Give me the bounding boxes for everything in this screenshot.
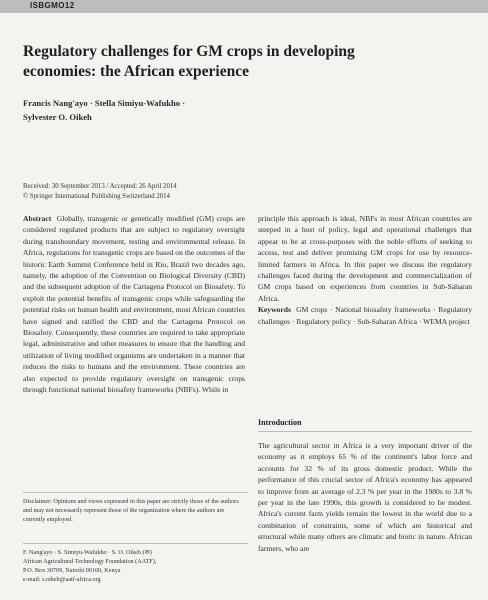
author-list bbox=[23, 96, 323, 124]
paper-title bbox=[23, 42, 463, 82]
disclaimer-note bbox=[23, 497, 248, 524]
authors-line-2: Sylvester O. Oikeh bbox=[23, 112, 92, 122]
affiliation-line-1: F. Nang'ayo · S. Simiyu-Wafukho · S. O. Oikeh (✉) bbox=[23, 549, 152, 556]
intro-divider bbox=[258, 431, 472, 432]
title-line-1: Regulatory challenges for GM crops in developing bbox=[23, 43, 355, 60]
journal-tag: ISBGMO12 bbox=[30, 1, 75, 10]
keywords-paragraph bbox=[258, 304, 472, 327]
introduction-text: The agricultural sector in Africa is a very important driver of the economy as it employs 65 % of the continent's labor force and accounts for 32 % of its gross domestic product. While the performance of this crucial sector of Africa's economy has appeared to improve from an average of 2.3 % per year in the 1980s to 3.8 % per year in the late 1990s, this growth is considered to be modest. Africa's current farm yields remain the lowest in the world due to a combination of constraints, some of which are historical and structural while many others are climatic and biotic in nature. African farmers, who are bbox=[258, 441, 472, 553]
copyright-notice: © Springer International Publishing Switzerland 2014 bbox=[23, 193, 170, 200]
footnote-divider bbox=[23, 492, 248, 493]
authors-line-1: Francis Nang'ayo · Stella Simiyu-Wafukho · bbox=[23, 98, 186, 108]
introduction-heading: Introduction bbox=[258, 418, 302, 427]
abstract-text: Globally, transgenic or genetically modified (GM) crops are considered regulated products that are subject to regulatory oversight during transboundary movement, testing and environmental release. In Africa, regulations for transgenic crops are based on the outcomes of the historic Earth Summit Conference held in Rio, Brazil two decades ago, namely, the adoption of the Convention on Biological Diversity (CBD) and the subsequent adoption of the Cartagena Protocol on Biosafety. To exploit the potential benefits of transgenic crops while safeguarding the potential risks on human health and environment, most African countries have signed and ratified the CBD and the Cartagena Protocol on Biosafety. Consequently, these countries are required to take appropriate legal, administrative and other measures to ensure that the handling and utilization of living modified organisms are undertaken in a manner that reduces the risks to humans and the environment. These countries are also expected to provide regulatory oversight on transgenic crops through functional national biosafety frameworks (NBFs). While in bbox=[23, 214, 246, 395]
abstract-continued: principle this approach is ideal, NBFs in most African countries are steeped in a host of policy, legal and operational challenges that appear to be at cross-purposes with the noble efforts of seeking to access, test and deliver promising GM crops for use by resource-limited farmers in Africa. In this paper we discuss the regulatory challenges faced during the development and commercialization of GM crops based on experiences from countries in Sub-Saharan Africa. bbox=[258, 214, 472, 303]
affiliation-email: e-mail: s.oikeh@aatf-africa.org bbox=[23, 576, 101, 583]
author-affiliation bbox=[23, 548, 248, 584]
abstract-label: Abstract bbox=[23, 214, 52, 223]
publication-dates bbox=[23, 182, 303, 202]
affiliation-divider bbox=[23, 543, 248, 544]
journal-header-band bbox=[0, 0, 488, 13]
affiliation-line-3: P.O. Box 30709, Nairobi 00100, Kenya bbox=[23, 567, 121, 574]
received-accepted: Received: 30 September 2013 / Accepted: 26 April 2014 bbox=[23, 183, 177, 190]
abstract-column bbox=[23, 213, 245, 396]
keywords-label: Keywords bbox=[258, 305, 291, 315]
abstract-paragraph bbox=[23, 213, 245, 396]
keywords-text: GM crops · National biosafety frameworks · Regulatory challenges · Regulatory policy · Sub-Saharan Africa · WEMA project bbox=[258, 305, 473, 326]
introduction-body bbox=[258, 440, 472, 554]
disclaimer-text: Disclaimer: Opinions and views expressed in this paper are strictly those of the authors and may not necessarily represent those of the organization where the authors are currently employed. bbox=[23, 498, 239, 523]
affiliation-line-2: African Agricultural Technology Foundation (AATF), bbox=[23, 558, 157, 565]
title-line-2: economies: the African experience bbox=[23, 63, 249, 80]
right-column bbox=[258, 213, 472, 327]
